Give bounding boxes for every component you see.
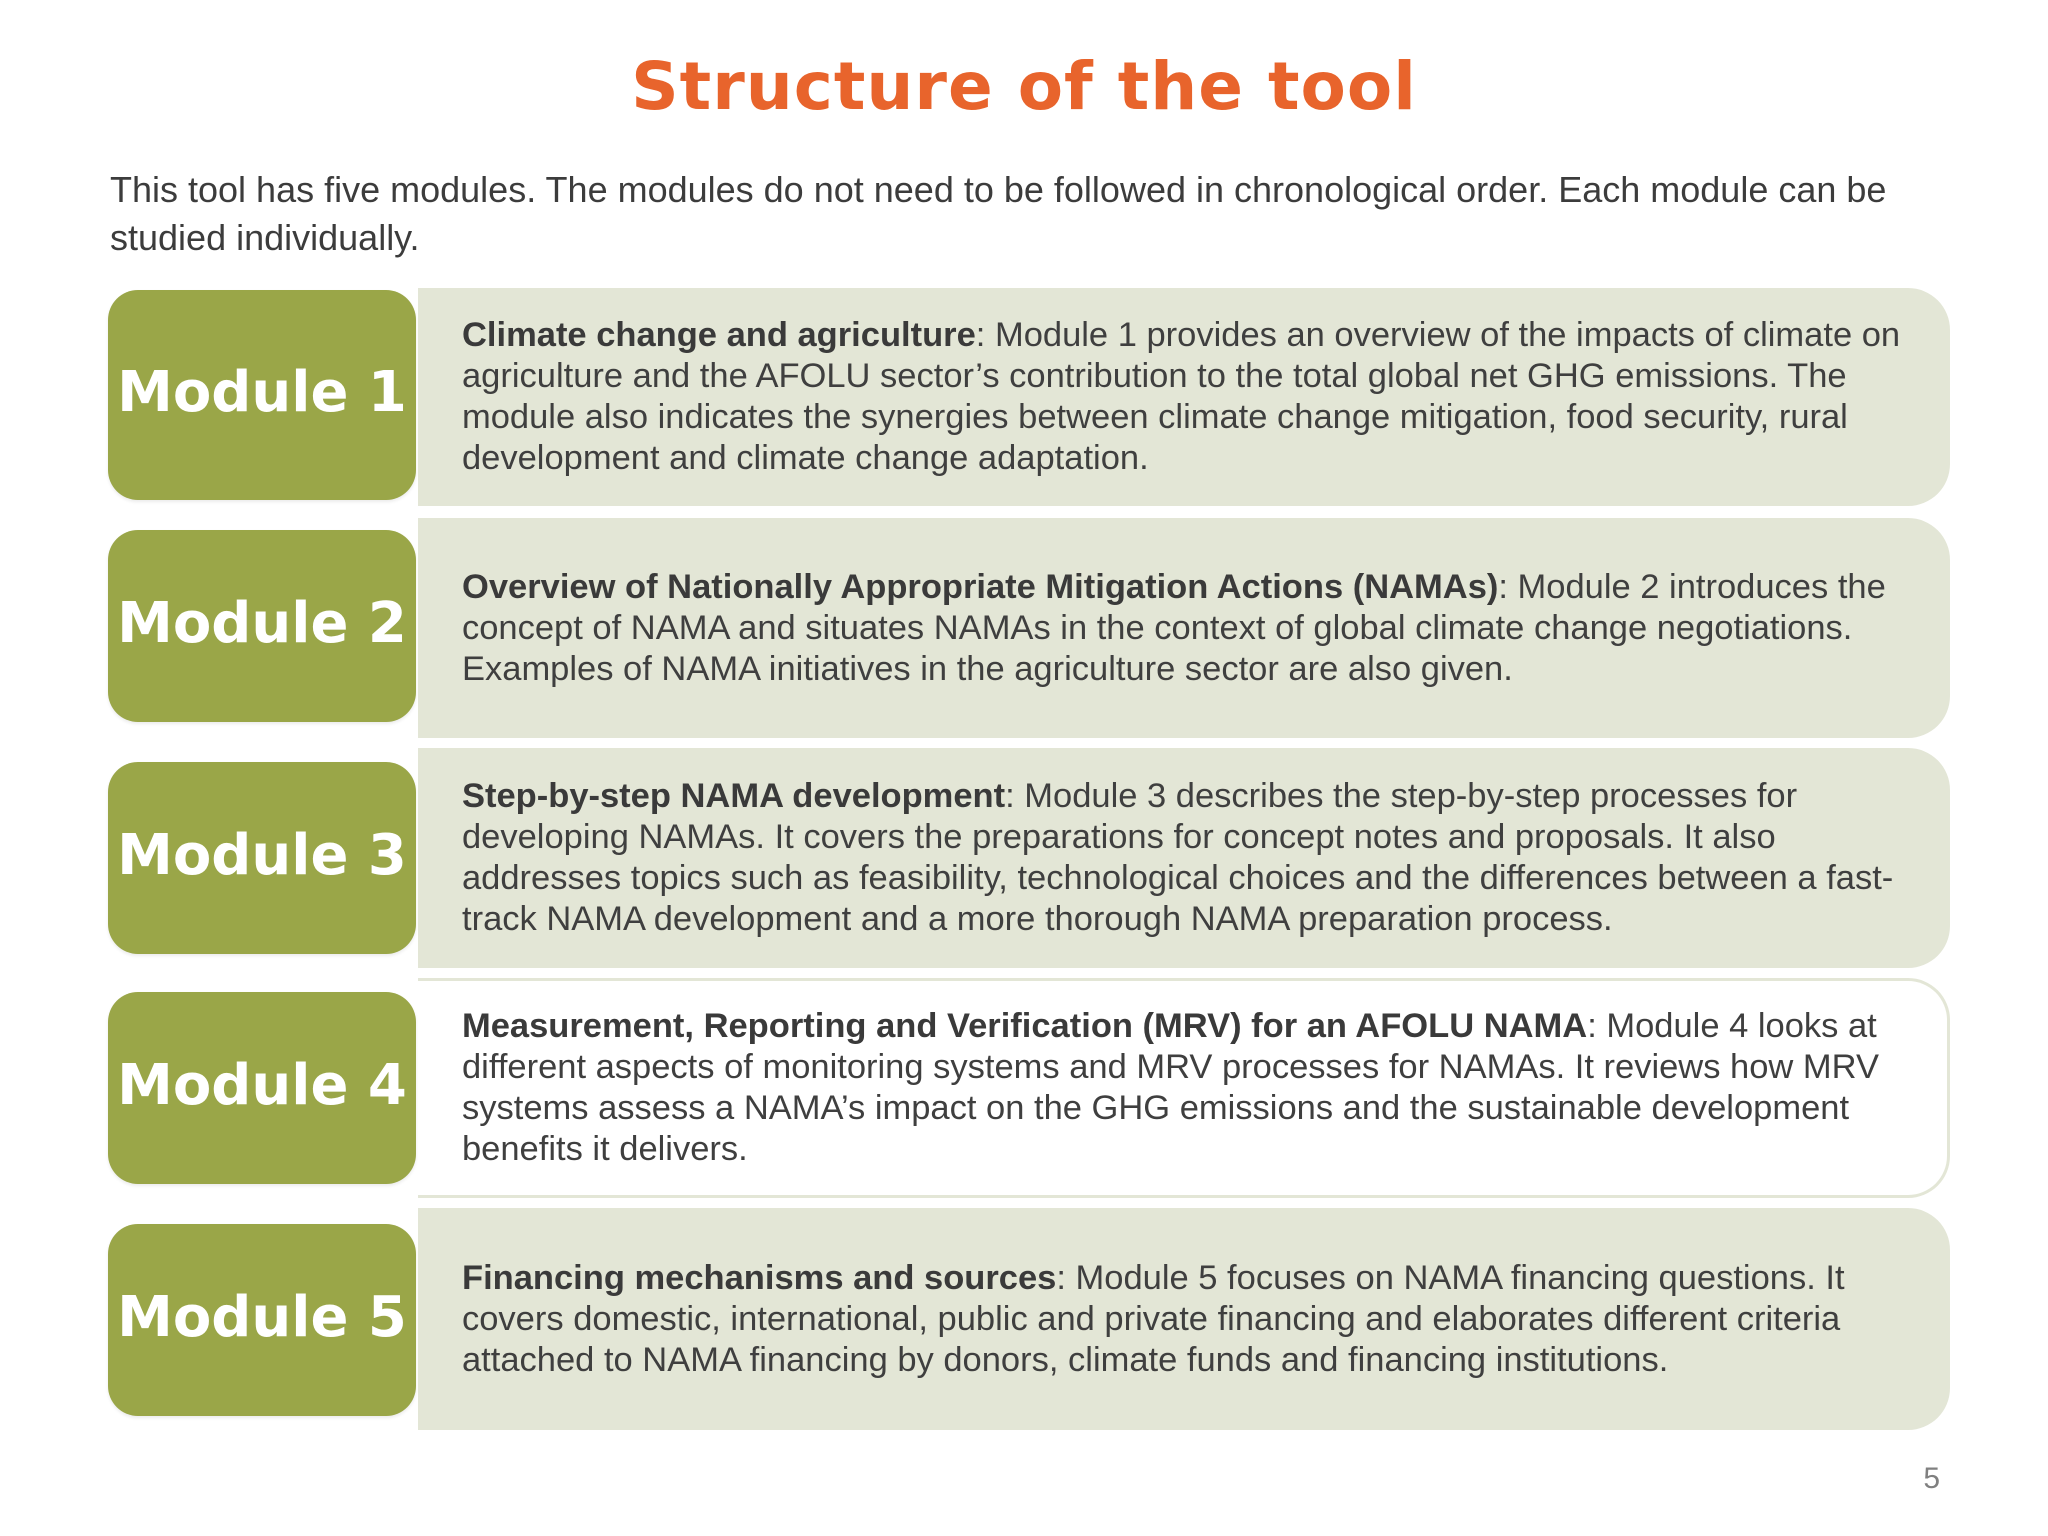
module-heading: Overview of Nationally Appropriate Mitigation Actions (NAMAs) [462,567,1499,606]
module-description [418,288,1950,506]
module-label: Module 3 [108,762,416,954]
module-heading: Financing mechanisms and sources [462,1258,1057,1297]
module-description-text [462,1258,1922,1381]
intro-text: This tool has five modules. The modules do not need to be followed in chronological order. Each module can be studied individually. [110,169,1887,258]
module-description-text [462,567,1922,690]
module-heading: Step-by-step NAMA development [462,777,1006,815]
module-body: : Module 1 provides an overview of the impacts of climate on agriculture and the AFOLU sector’s contribution to the total global net GHG emissions. The module also indicates the synergies between climate change mitigation, food security, rural development and climate change adaptation. [462,316,1901,477]
module-label: Module 4 [108,992,416,1184]
module-body: : Module 4 looks at different aspects of monitoring systems and MRV processes for NAMAs. It reviews how MRV systems assess a NAMA’s impact on the GHG emissions and the sustainable development benefits it delivers. [462,1007,1879,1168]
module-row-4 [108,978,1948,1198]
module-label: Module 2 [108,530,416,722]
module-description-text [462,315,1922,479]
module-description [418,1208,1950,1430]
module-row-5 [108,1208,1948,1430]
module-description [418,978,1950,1198]
module-body: : Module 3 describes the step-by-step processes for developing NAMAs. It covers the preparations for concept notes and proposals. It also addresses topics such as feasibility, technological choices and the differences between a fast-track NAMA development and a more thorough NAMA preparation process. [462,777,1894,938]
page-title: Structure of the tool [631,48,1417,125]
module-label: Module 1 [108,290,416,500]
module-row-2 [108,518,1948,738]
module-description-text [462,776,1922,940]
module-description-text [462,1006,1919,1170]
module-body: : Module 5 focuses on NAMA financing questions. It covers domestic, international, public and private financing and elaborates different criteria attached to NAMA financing by donors, climate funds and financing institutions. [462,1258,1845,1379]
module-description [418,748,1950,968]
page-number: 5 [1923,1462,1940,1495]
module-row-1 [108,288,1948,506]
module-label: Module 5 [108,1224,416,1416]
module-description [418,518,1950,738]
module-heading: Measurement, Reporting and Verification (MRV) for an AFOLU NAMA [462,1007,1588,1045]
module-row-3 [108,748,1948,968]
module-heading: Climate change and agriculture [462,316,976,354]
module-body: : Module 2 introduces the concept of NAMA and situates NAMAs in the context of global climate change negotiations. Examples of NAMA initiatives in the agriculture sector are also given. [462,567,1886,688]
